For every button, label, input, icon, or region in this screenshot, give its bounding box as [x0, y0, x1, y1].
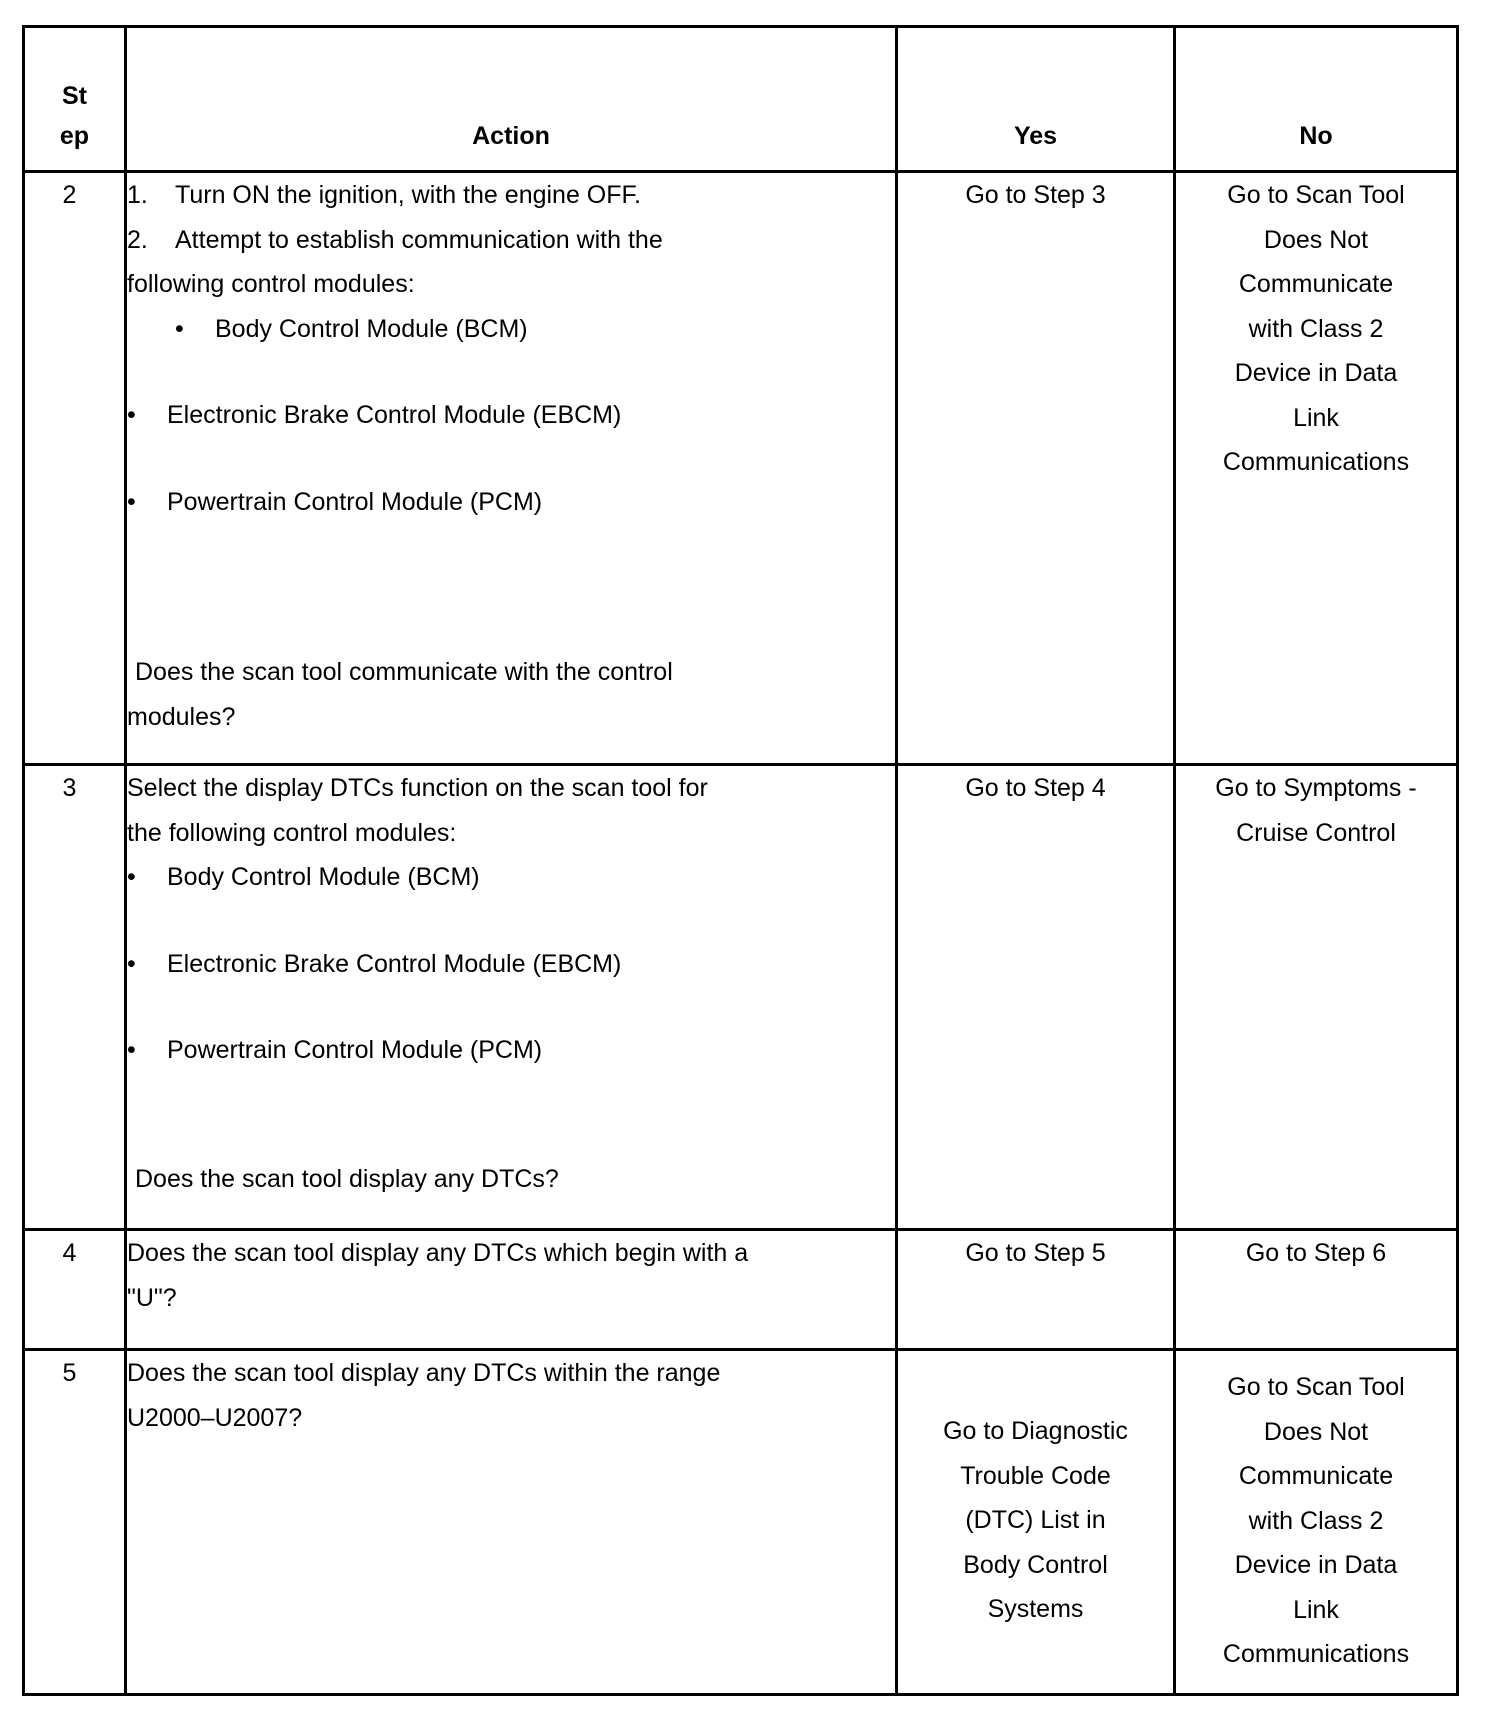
- header-row: [24, 27, 1458, 172]
- bullet-icon: •: [127, 401, 136, 429]
- question-text: Does the scan tool display any DTCs which begin with a: [127, 1239, 749, 1267]
- list-item: • Powertrain Control Module (PCM): [127, 1028, 895, 1073]
- yes-cell: Go to Step 4: [897, 765, 1175, 1230]
- bullet-icon: •: [175, 314, 184, 343]
- yes-cell: Go to Diagnostic Trouble Code (DTC) List in Body Control Systems: [897, 1350, 1175, 1695]
- action-cell: 1. Turn ON the ignition, with the engine OFF. 2. Attempt to establish communication with the following control modules: • Body Control Module (BCM) • Electronic Brake Control Module (EBCM) • Powertrain Control Module (PCM) Does the scan tool communicate with the control modules?: [126, 172, 897, 765]
- list-item: • Body Control Module (BCM): [127, 307, 895, 352]
- yes-cell: Go to Step 5: [897, 1230, 1175, 1350]
- diagnostic-table: [22, 25, 1459, 1696]
- table-row: [24, 1350, 1458, 1695]
- question-text: U2000–U2007?: [127, 1403, 303, 1432]
- action-cell: Select the display DTCs function on the scan tool for the following control modules: • Body Control Module (BCM) • Electronic Brake Control Module (EBCM) • Powertrain Control Module (PCM) Does the scan tool display any DTCs?: [126, 765, 897, 1230]
- action-cell: [126, 1230, 897, 1350]
- header-action: Action: [126, 27, 897, 172]
- bullet-icon: •: [127, 949, 136, 978]
- step-number: 4: [24, 1230, 126, 1350]
- header-yes: Yes: [897, 27, 1175, 172]
- step-number: 2: [24, 172, 126, 765]
- action-cell: [126, 1350, 897, 1695]
- question-text: Does the scan tool display any DTCs?: [135, 1164, 559, 1193]
- question-text: "U"?: [127, 1283, 177, 1312]
- header-step: St ep: [24, 27, 126, 172]
- list-item: • Powertrain Control Module (PCM): [127, 480, 895, 525]
- list-item: • Electronic Brake Control Module (EBCM): [127, 942, 895, 987]
- question-text: Does the scan tool communicate with the control: [135, 658, 673, 686]
- table-row: [24, 1230, 1458, 1350]
- bullet-icon: •: [127, 863, 136, 891]
- bullet-icon: •: [127, 1036, 136, 1064]
- table-row: [24, 172, 1458, 765]
- no-cell: Go to Scan Tool Does Not Communicate with Class 2 Device in Data Link Communications: [1175, 172, 1458, 765]
- bullet-icon: •: [127, 487, 136, 516]
- list-item: 1. Turn ON the ignition, with the engine OFF.: [127, 181, 641, 209]
- step-number: 5: [24, 1350, 126, 1695]
- no-cell: Go to Scan Tool Does Not Communicate with Class 2 Device in Data Link Communications: [1175, 1350, 1458, 1695]
- header-no: No: [1175, 27, 1458, 172]
- yes-cell: Go to Step 3: [897, 172, 1175, 765]
- no-cell: Go to Symptoms - Cruise Control: [1175, 765, 1458, 1230]
- table-row: [24, 765, 1458, 1230]
- list-item: • Body Control Module (BCM): [127, 855, 895, 900]
- list-item: • Electronic Brake Control Module (EBCM): [127, 393, 895, 438]
- question-text: modules?: [127, 702, 236, 731]
- list-item: 2. Attempt to establish communication with the: [127, 225, 663, 254]
- no-cell: Go to Step 6: [1175, 1230, 1458, 1350]
- question-text: Does the scan tool display any DTCs within the range: [127, 1359, 721, 1387]
- step-number: 3: [24, 765, 126, 1230]
